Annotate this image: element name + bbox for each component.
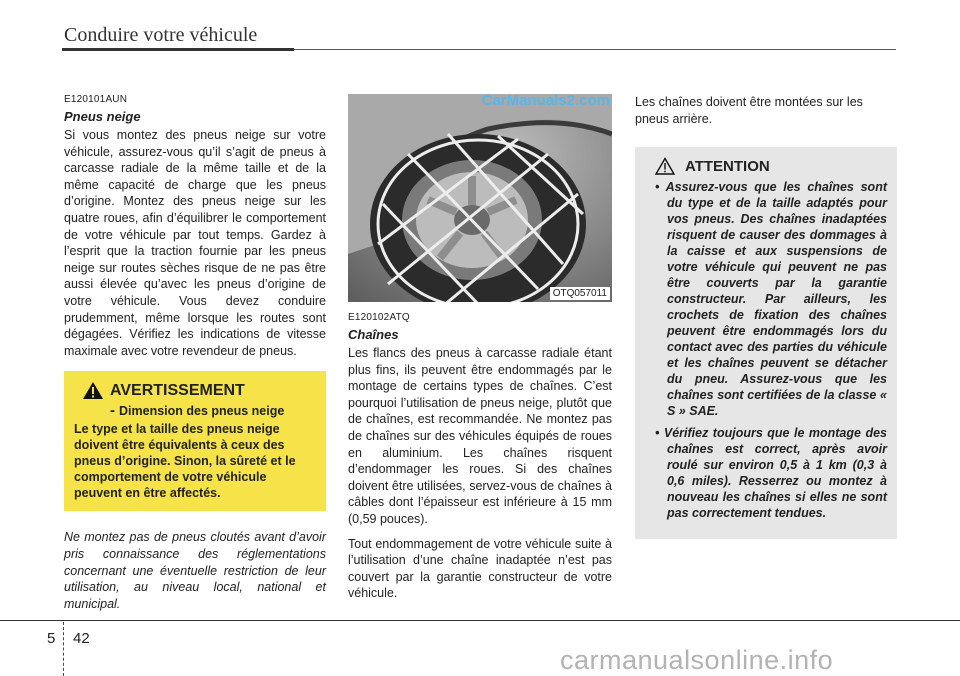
warning-box: [64, 371, 326, 511]
warning-triangle-icon: [82, 381, 104, 400]
rear-tires-intro: Les chaînes doivent être montées sur les pneus arrière.: [635, 95, 863, 126]
site-watermark: carmanualsonline.info: [560, 645, 834, 675]
column-3: [635, 94, 897, 539]
chains-paragraph: Les flancs des pneus à carcasse radiale étant plus fins, ils peuvent être endommagés par le montage de certains types de chaînes. C’est pourquoi l’utilisation de pneus neige, plutôt que de chaînes, est recommandée. Ne montez pas de chaînes sur des véhicules équipés de roues en aluminium. Les chaînes risquent d’endommager les roues. Si des chaînes doivent être utilisées, servez-vous de chaînes à câbles dont l’épaisseur est inférieure à 15 mm (0,59 pouces).: [348, 346, 612, 526]
tire-chain-image: [348, 94, 612, 302]
section-subtitle: Chaînes: [348, 327, 399, 342]
footer-divider: [63, 622, 64, 676]
image-label: OTQ057011: [550, 287, 610, 300]
warning-body: Le type et la taille des pneus neige doivent être équivalents à ceux des pneus d’origine. Sinon, la sûreté et le comportement de votre véhicule peuvent en être affectés.: [74, 422, 296, 501]
warning-subtitle-line: [110, 402, 316, 419]
footer-rule: [0, 620, 960, 621]
section-code: E120102ATQ: [348, 312, 410, 323]
column-1: [64, 94, 326, 620]
studded-tires-note: Ne montez pas de pneus cloutés avant d’avoir pris connaissance des réglementations concernant une éventuelle restriction de leur utilisation, au niveau local, national et municipal.: [64, 530, 326, 611]
warning-dash: -: [110, 402, 115, 420]
section-subtitle: Pneus neige: [64, 109, 141, 124]
page-number: 42: [73, 630, 90, 647]
column-2: [348, 94, 612, 610]
attention-item: • Assurez-vous que les chaînes sont du type et de la taille adaptés pour vos pneus. Des chaînes inadaptées risquent de causer des dommages à la caisse et aux suspensions de votre véhicule qui peuvent ne pas être couverts par la garantie constructeur. Par ailleurs, les crochets de fixation des chaînes peuvent être endommagés lors du contact avec des parties du véhicule et les chaînes peuvent se détacher du pneu. Assurez-vous que les chaînes sont certifiées de la classe « S » SAE.: [655, 180, 887, 419]
warning-subtitle: Dimension des pneus neige: [119, 404, 285, 419]
warning-header: [82, 381, 316, 400]
section-number: 5: [47, 630, 56, 647]
header-rule-thin: [294, 49, 896, 50]
header-rule-thick: [62, 48, 294, 51]
page-header-title: Conduire votre véhicule: [64, 24, 258, 46]
attention-title: ATTENTION: [685, 157, 770, 175]
wheel-with-chains-illustration: [348, 94, 612, 302]
attention-item: • Vérifiez toujours que le montage des chaînes est correct, après avoir roulé sur environ 0,5 à 1 km (0,3 à 0,6 miles). Resserrez ou montez à nouveau les chaînes si elles ne sont pas correctement tendues.: [655, 426, 887, 521]
section-code: E120101AUN: [64, 94, 128, 105]
image-watermark: CarManuals2.com: [481, 94, 610, 109]
warning-title: AVERTISSEMENT: [110, 381, 245, 399]
warranty-paragraph: Tout endommagement de votre véhicule suite à l’utilisation d’une chaîne inadaptée n’est pas couvert par la garantie constructeur de votre véhicule.: [348, 536, 612, 601]
attention-header: [655, 157, 887, 175]
caution-triangle-icon: [655, 157, 675, 175]
attention-box: [635, 147, 897, 539]
snow-tires-paragraph: Si vous montez des pneus neige sur votre véhicule, assurez-vous qu’il s’agit de pneus à carcasse radiale de la même taille et de la même capacité de charge que les pneus d’origine. Montez des pneus neige sur les quatre roues, afin d’équilibrer le comportement de votre véhicule par tout temps. Gardez à l’esprit que la traction fournie par les pneus neige sur routes sèches risque de ne pas être aussi élevée qu’avec les pneus d’origine de votre véhicule. Vous devez conduire prudemment, même lorsque les routes sont dégagées. Vérifiez les indications de vitesse maximale avec votre revendeur de pneus.: [64, 128, 326, 358]
